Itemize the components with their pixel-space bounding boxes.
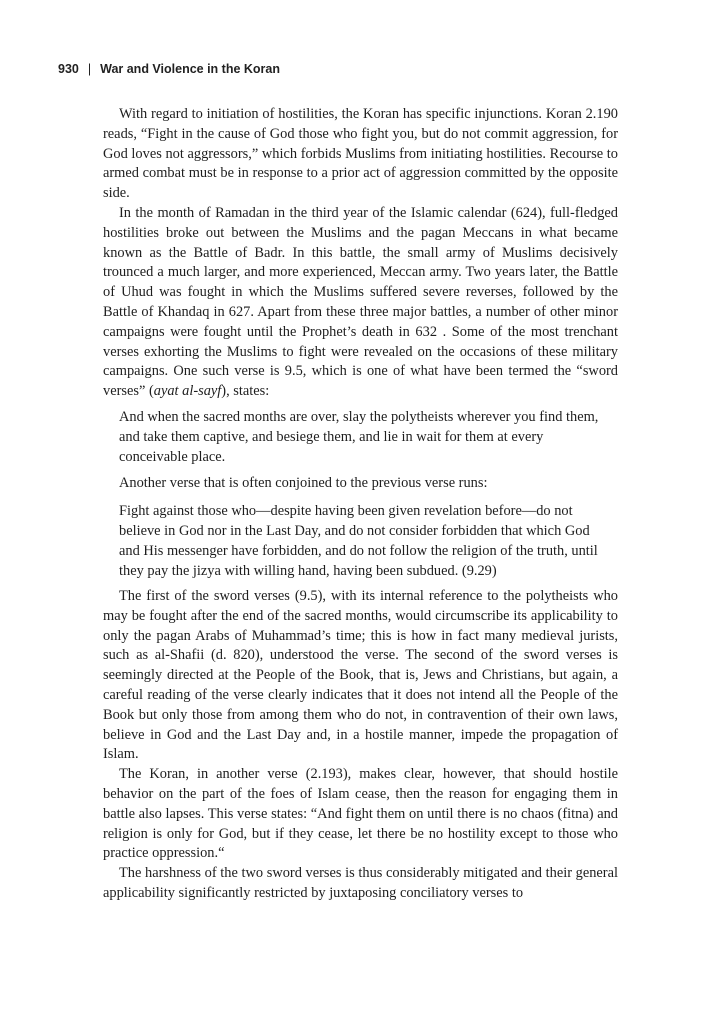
paragraph-battles (103, 204, 618, 402)
block-quote-verse-9-29: Fight against those who—despite having been given revelation before—do not believe in God nor in the Last Day, and do not consider forbidden that which God and His messenger have forbidden, and do not follow the religion of the truth, until they pay the jizya with willing hand, having been subdued. (9.29) (119, 502, 598, 579)
block-quote-verse-9-5: And when the sacred months are over, slay the polytheists wherever you find them, and take them captive, and besiege them, and lie in wait for them at every conceivable place. (119, 408, 599, 465)
running-title: War and Violence in the Koran (100, 62, 281, 76)
paragraph-initiation-of-hostilities: With regard to initiation of hostilities, the Koran has specific injunctions. Koran 2.190 reads, “Fight in the cause of God those who fight you, but do not commit aggression, for God loves not aggressors,” which forbids Muslims from initiating hostilities. Recourse to armed combat must be in response to a prior act of aggression committed by the opposite side. (103, 106, 618, 202)
paragraph-battles-text: In the month of Ramadan in the third year of the Islamic calendar (624), full-fledged hostilities broke out between the Muslims and the pagan Meccans in what became known as the Battle of Badr. In this battle, the small army of Muslims decisively trounced a much larger, and more experienced, Meccan army. Two years later, the Battle of Uhud was fought in which the Muslims suffered severe reverses, followed by the Battle of Khandaq in 627. Apart from these three major battles, a number of other minor campaigns were fought until the Prophet’s death in 632 . Some of the most trenchant verses exhorting the Muslims to fight were revealed on the occasions of these military campaigns. One such verse is 9.5, which is one of what have been termed the “sword verses” ( (103, 204, 618, 400)
header-separator: | (87, 62, 92, 76)
paragraph-battles-ending: ), states: (221, 383, 270, 400)
running-head (58, 62, 280, 76)
body-text (103, 105, 618, 904)
italic-term-ayat-al-sayf: ayat al-sayf (153, 383, 222, 400)
paragraph-verse-2-193: The Koran, in another verse (2.193), makes clear, however, that should hostile behavior on the part of the foes of Islam cease, then the reason for engaging them in battle also lapses. This verse states: “And fight them on until there is no chaos (fitna) and religion is only for God, but if they cease, let there be no hostility except to those who practice oppression.“ (103, 766, 618, 862)
paragraph-mitigation: The harshness of the two sword verses is thus considerably mitigated and their general applicability significantly restricted by juxtaposing conciliatory verses to (103, 865, 618, 901)
page-number: 930 (58, 62, 79, 76)
paragraph-sword-verses: The first of the sword verses (9.5), with its internal reference to the polytheists who may be fought after the end of the sacred months, would circumscribe its applicability to only the pagan Arabs of Muhammad’s time; this is how in fact many medieval jurists, such as al-Shafii (d. 820), understood the verse. The second of the sword verses is seemingly directed at the People of the Book, that is, Jews and Christians, but again, a careful reading of the verse clearly indicates that it does not intend all the People of the Book but only those from among them who do not, in contravention of their own laws, believe in God and the Last Day and, in a hostile manner, impede the propagation of Islam. (103, 587, 618, 763)
quote-introduction: Another verse that is often conjoined to the previous verse runs: (119, 474, 488, 491)
